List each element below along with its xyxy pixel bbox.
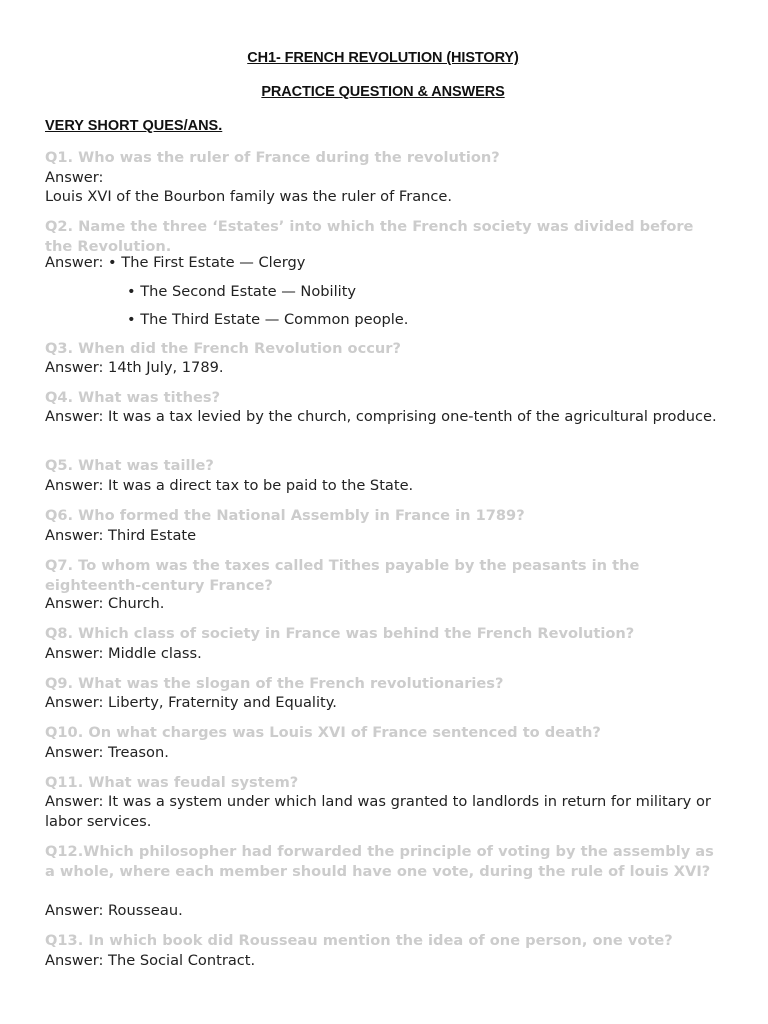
- answer-1: Louis XVI of the Bourbon family was the ruler of France.: [45, 188, 453, 205]
- question-6: Q6. Who formed the National Assembly in France in 1789?: [45, 507, 525, 524]
- answer-5: Answer: It was a direct tax to be paid to the State.: [45, 477, 414, 494]
- question-11: Q11. What was feudal system?: [45, 774, 299, 791]
- answer-4: Answer: It was a tax levied by the church, comprising one-tenth of the agricultural produce.: [45, 408, 717, 425]
- answer-7: Answer: Church.: [45, 595, 165, 612]
- question-2: Q2. Name the three ‘Estates’ into which the French society was divided before the Revolution.: [45, 218, 694, 255]
- answer-13: Answer: The Social Contract.: [45, 952, 256, 969]
- answer-10: Answer: Treason.: [45, 744, 169, 761]
- question-8: Q8. Which class of society in France was behind the French Revolution?: [45, 625, 635, 642]
- answer-12: Answer: Rousseau.: [45, 902, 183, 919]
- question-3: Q3. When did the French Revolution occur?: [45, 340, 401, 357]
- answer-1-label: Answer:: [45, 169, 104, 186]
- answer-2: Answer: • The First Estate — Clergy: [45, 254, 306, 271]
- question-9: Q9. What was the slogan of the French revolutionaries?: [45, 675, 504, 692]
- question-10: Q10. On what charges was Louis XVI of France sentenced to death?: [45, 724, 601, 741]
- section-heading: VERY SHORT QUES/ANS.: [45, 118, 223, 134]
- question-12: Q12.Which philosopher had forwarded the principle of voting by the assembly as a whole, where each member should have one vote, during the rule of louis XVI?: [45, 843, 714, 880]
- answer-6: Answer: Third Estate: [45, 527, 197, 544]
- question-4: Q4. What was tithes?: [45, 389, 221, 406]
- question-13: Q13. In which book did Rousseau mention the idea of one person, one vote?: [45, 932, 673, 949]
- answer-9: Answer: Liberty, Fraternity and Equality.: [45, 694, 337, 711]
- answer-2-bullet-2: • The Second Estate — Nobility: [127, 283, 357, 300]
- question-1: Q1. Who was the ruler of France during the revolution?: [45, 149, 500, 166]
- answer-8: Answer: Middle class.: [45, 645, 202, 662]
- answer-11: Answer: It was a system under which land was granted to landlords in return for military or labor services.: [45, 793, 711, 830]
- question-5: Q5. What was taille?: [45, 457, 214, 474]
- answer-3: Answer: 14th July, 1789.: [45, 359, 224, 376]
- answer-2-bullet-3: • The Third Estate — Common people.: [127, 311, 409, 328]
- document-title: CH1- FRENCH REVOLUTION (HISTORY): [247, 50, 519, 66]
- question-7: Q7. To whom was the taxes called Tithes payable by the peasants in the eighteenth-century France?: [45, 557, 640, 594]
- document-subtitle: PRACTICE QUESTION & ANSWERS: [261, 84, 505, 100]
